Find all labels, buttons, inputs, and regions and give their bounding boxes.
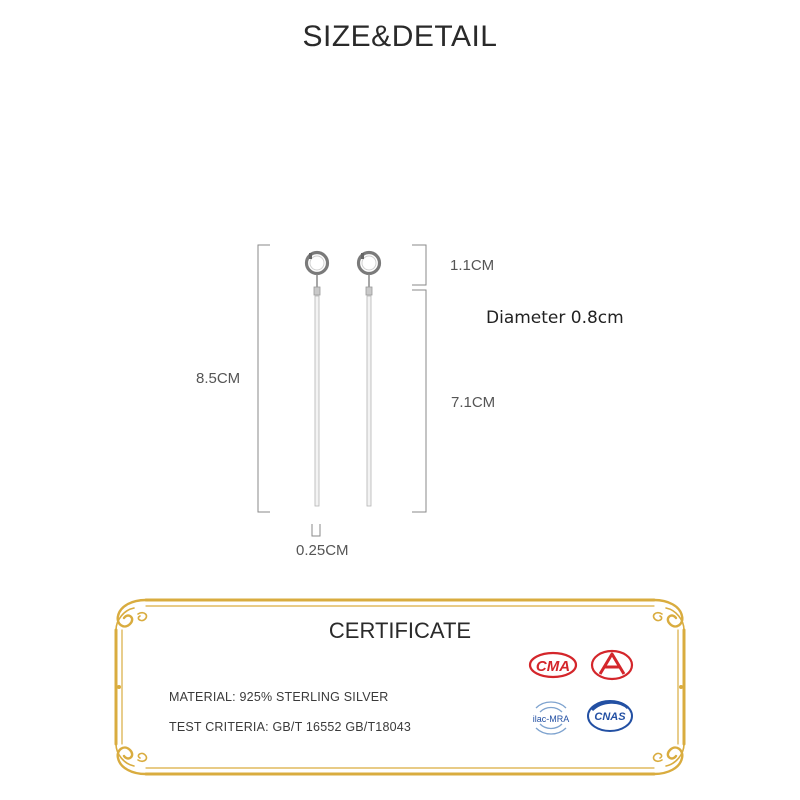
diameter-note: Diameter 0.8cm bbox=[486, 308, 624, 328]
cal-logo bbox=[588, 648, 636, 682]
cma-logo-text: CMA bbox=[535, 658, 571, 675]
ilac-mra-logo bbox=[526, 694, 576, 742]
page-title: SIZE&DETAIL bbox=[302, 20, 498, 53]
total-height-label: 8.5CM bbox=[196, 370, 241, 387]
bar-length-bracket bbox=[412, 290, 426, 512]
bar-width-label: 0.25CM bbox=[296, 542, 349, 559]
bar-width-marker bbox=[312, 524, 320, 536]
ilac-logo-text: ilac-MRA bbox=[532, 714, 570, 724]
cma-logo bbox=[528, 650, 578, 680]
bar-length-label: 7.1CM bbox=[451, 394, 496, 411]
cnas-logo-text: CNAS bbox=[594, 711, 626, 723]
hoop-height-label: 1.1CM bbox=[450, 257, 495, 274]
certificate-title: CERTIFICATE bbox=[328, 618, 472, 643]
hoop-height-bracket bbox=[412, 245, 426, 285]
total-height-bracket bbox=[258, 245, 270, 512]
right-earring bbox=[359, 253, 380, 507]
material-text: MATERIAL: 925% STERLING SILVER bbox=[169, 690, 389, 704]
cnas-logo bbox=[584, 696, 636, 736]
left-earring bbox=[307, 253, 328, 507]
test-criteria-text: TEST CRITERIA: GB/T 16552 GB/T18043 bbox=[169, 720, 412, 734]
